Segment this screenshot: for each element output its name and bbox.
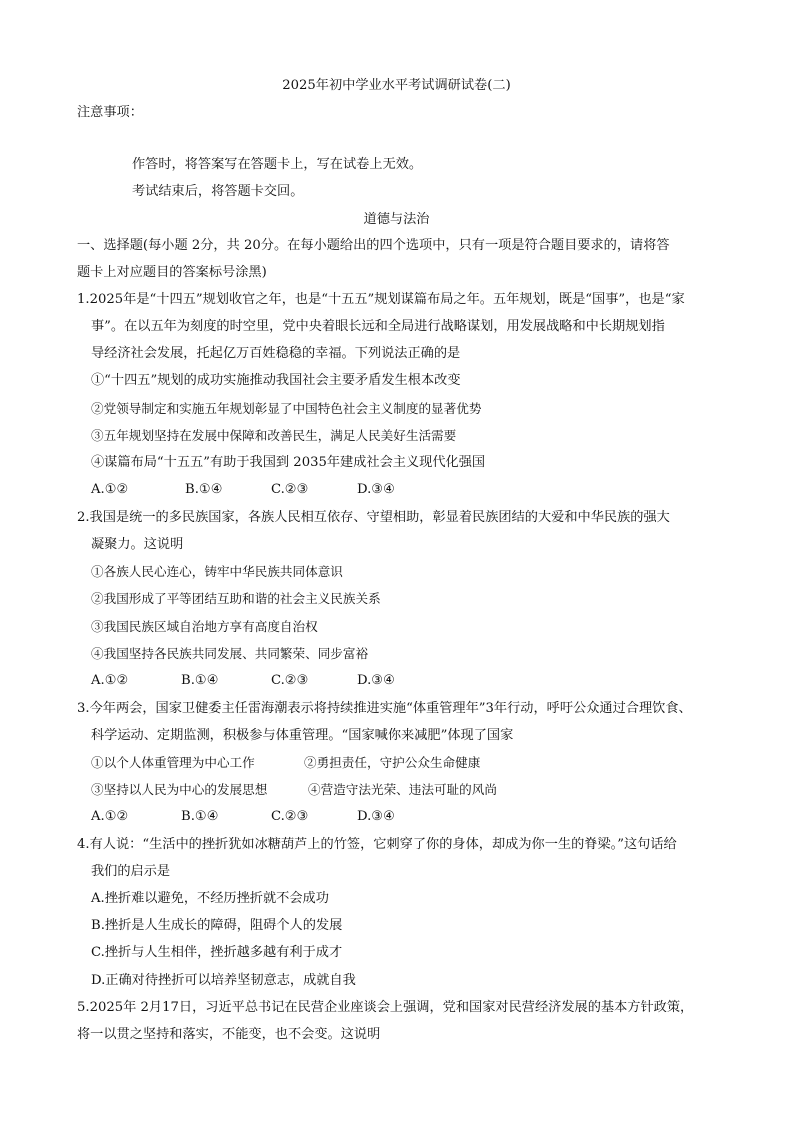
question-2-statement: ①各族人民心连心，铸牢中华民族共同体意识 [91, 564, 343, 579]
subject-title: 道德与法治 [363, 212, 430, 227]
question-4-stem: 4.有人说：“生活中的挫折犹如冰糖葫芦上的竹签，它刺穿了你的身体，却成为你一生的脊梁。”这句话给 [77, 837, 677, 852]
question-2-option-a[interactable]: A.①② [91, 673, 129, 688]
notice-heading: 注意事项： [77, 105, 143, 120]
question-1-stem: 1.2025年是“十四五”规划收官之年，也是“十五五”规划谋篇布局之年。五年规划，既是“国事”，也是“家 [77, 292, 685, 307]
question-2-stem: 凝聚力。这说明 [91, 537, 184, 552]
question-3-statement: ②勇担责任，守护公众生命健康 [304, 755, 481, 770]
question-3-option-a[interactable]: A.①② [91, 809, 129, 824]
question-4-option-c[interactable]: C.挫折与人生相伴，挫折越多越有利于成才 [91, 945, 343, 960]
question-5-stem: 5.2025年 2月17日，习近平总书记在民营企业座谈会上强调，党和国家对民营经济发展的基本方针政策， [77, 1000, 694, 1015]
question-1-stem: 事”。在以五年为刻度的时空里，党中央着眼长远和全局进行战略谋划，用发展战略和中长期规划指 [91, 319, 665, 334]
question-4-option-a[interactable]: A.挫折难以避免，不经历挫折就不会成功 [91, 891, 329, 906]
question-5-stem: 将一以贯之坚持和落实，不能变，也不会变。这说明 [77, 1027, 381, 1042]
question-3-stem: 科学运动、定期监测，积极参与体重管理。“国家喊你来减肥”体现了国家 [91, 728, 514, 743]
question-3-stem: 3.今年两会，国家卫健委主任雷海潮表示将持续推进实施“体重管理年”3年行动，呼吁公众通过合理饮食、 [77, 701, 692, 716]
question-3-option-b[interactable]: B.①④ [181, 809, 219, 824]
question-2-stem: 2.我国是统一的多民族国家，各族人民相互依存、守望相助，彰显着民族团结的大爱和中华民族的强大 [77, 510, 670, 525]
question-2-option-c[interactable]: C.②③ [271, 673, 309, 688]
question-3-statement: ③坚持以人民为中心的发展思想 [91, 782, 268, 797]
question-3-statement: ①以个人体重管理为中心工作 [91, 755, 255, 770]
section-heading: 一、选择题(每小题 2分，共 20分。在每小题给出的四个选项中，只有一项是符合题目要求的，请将答 [77, 238, 670, 253]
notice-item: 考试结束后，将答题卡交回。 [132, 184, 304, 199]
question-2-option-d[interactable]: D.③④ [357, 673, 395, 688]
question-2-statement: ④我国坚持各民族共同发展、共同繁荣、同步富裕 [91, 646, 369, 661]
question-1-option-a[interactable]: A.①② [91, 482, 129, 497]
question-1-statement: ②党领导制定和实施五年规划彰显了中国特色社会主义制度的显著优势 [91, 401, 482, 416]
notice-item: 作答时，将答案写在答题卡上，写在试卷上无效。 [132, 157, 423, 172]
question-3-option-c[interactable]: C.②③ [271, 809, 309, 824]
question-4-option-d[interactable]: D.正确对待挫折可以培养坚韧意志，成就自我 [91, 973, 356, 988]
exam-title: 2025年初中学业水平考试调研试卷(二) [282, 78, 511, 93]
question-3-statement: ④营造守法光荣、违法可耻的风尚 [308, 782, 497, 797]
question-1-statement: ①“十四五”规划的成功实施推动我国社会主要矛盾发生根本改变 [91, 373, 461, 388]
question-2-statement: ③我国民族区域自治地方享有高度自治权 [91, 619, 318, 634]
question-1-statement: ④谋篇布局“十五五”有助于我国到 2035年建成社会主义现代化强国 [91, 455, 486, 470]
question-4-option-b[interactable]: B.挫折是人生成长的障碍，阻碍个人的发展 [91, 918, 343, 933]
question-3-option-d[interactable]: D.③④ [357, 809, 395, 824]
question-2-statement: ②我国形成了平等团结互助和谐的社会主义民族关系 [91, 591, 381, 606]
question-1-option-c[interactable]: C.②③ [271, 482, 309, 497]
question-1-option-d[interactable]: D.③④ [357, 482, 395, 497]
question-1-option-b[interactable]: B.①④ [185, 482, 223, 497]
section-heading-cont: 题卡上对应题目的答案标号涂黑) [77, 265, 267, 280]
question-1-statement: ③五年规划坚持在发展中保障和改善民生，满足人民美好生活需要 [91, 428, 457, 443]
question-2-option-b[interactable]: B.①④ [181, 673, 219, 688]
question-1-stem: 导经济社会发展，托起亿万百姓稳稳的幸福。下列说法正确的是 [91, 346, 461, 361]
question-4-stem: 我们的启示是 [91, 864, 171, 879]
